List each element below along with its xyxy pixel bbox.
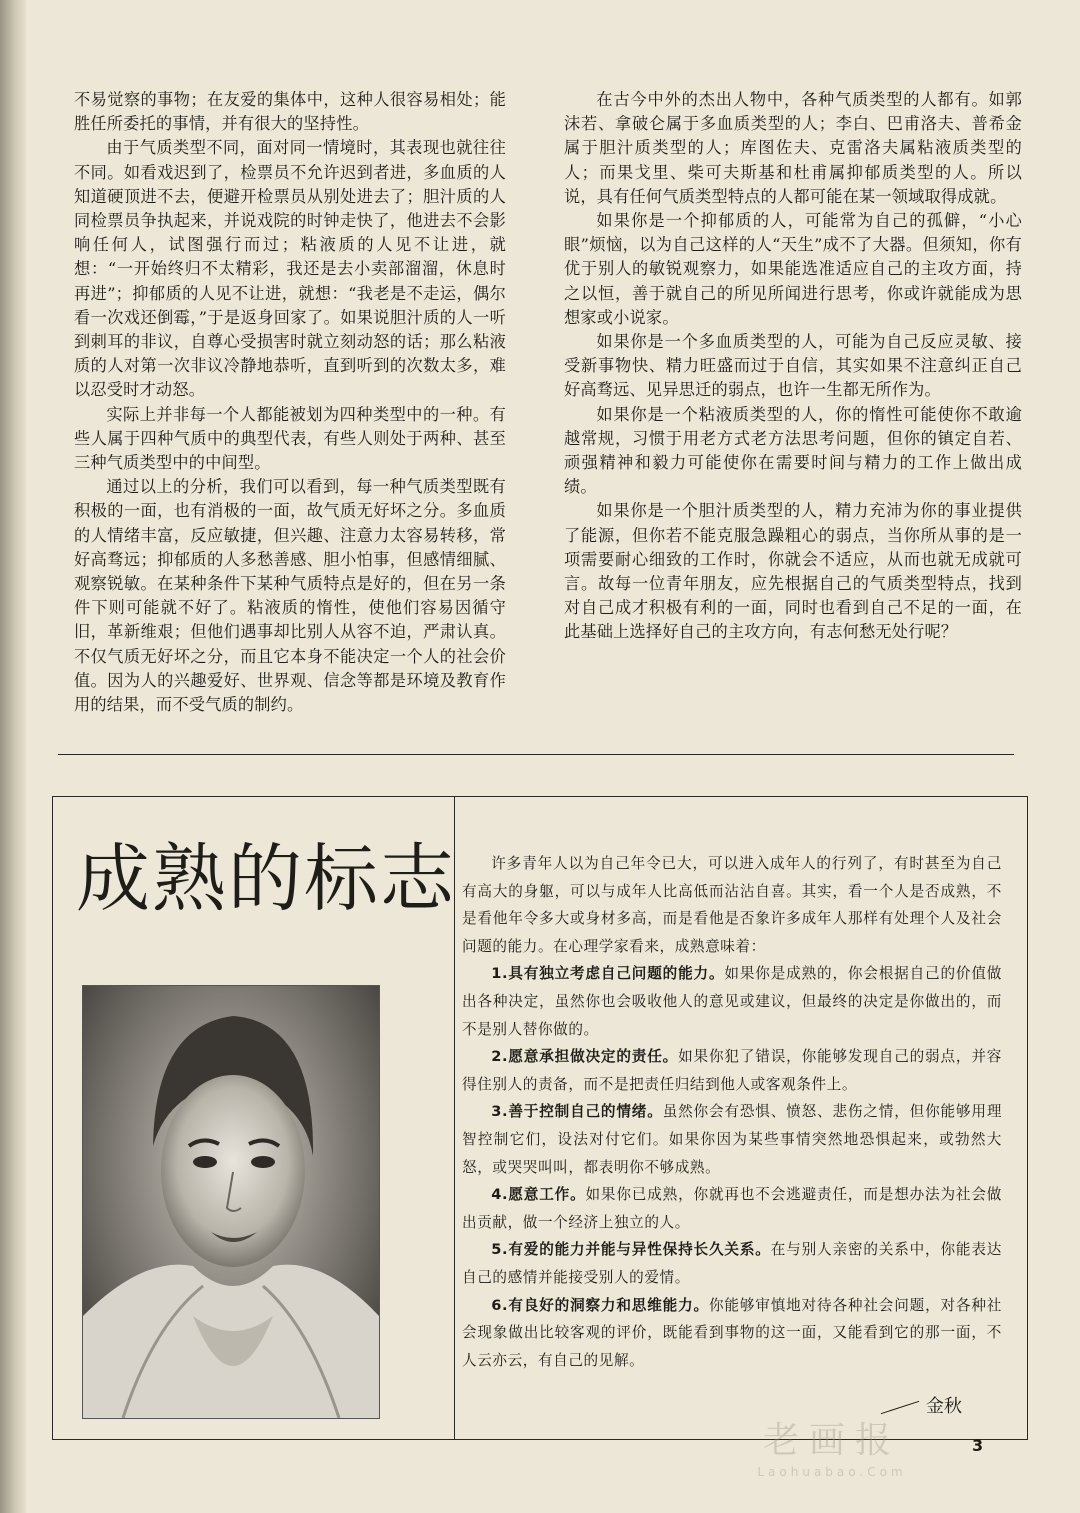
essay-paragraph: 如果你是一个多血质类型的人，可能为自己反应灵敏、接受新事物快、精力旺盛而过于自信，其实如果不注意纠正自己好高骛远、见异思迁的弱点，也许一生都无所作为。 xyxy=(564,332,1022,400)
article-item-title: 4.愿意工作。 xyxy=(491,1186,586,1204)
article-item-text: 如果你已成熟，你就再也不会逃避责任，而是想办法为社会做出贡献，做一个经济上独立的人。 xyxy=(462,1186,1002,1231)
article-title: 成熟的标志 xyxy=(76,836,456,922)
article-author: 金秋 xyxy=(926,1396,962,1417)
article-body xyxy=(462,850,1002,1374)
portrait-illustration xyxy=(83,986,379,1418)
essay-paragraph: 如果你是一个抑郁质的人，可能常为自己的孤僻，“小心眼”烦恼，以为自己这样的人“天生”成不了大器。但须知，你有优于别人的敏锐观察力，如果能选准适应自己的主攻方面，持之以恒，善于就自己的所见所闻进行思考，你或许就能成为思想家或小说家。 xyxy=(564,211,1022,327)
article-item xyxy=(462,1181,1002,1236)
article-item-title: 2.愿意承担做决定的责任。 xyxy=(491,1048,679,1066)
article-byline xyxy=(880,1392,962,1418)
article-item xyxy=(462,1292,1002,1375)
essay-paragraph: 通过以上的分析，我们可以看到，每一种气质类型既有积极的一面，也有消极的一面，故气质无好坏之分。多血质的人情绪丰富，反应敏捷，但兴趣、注意力太容易转移，常好高骛远；抑郁质的人多愁善感、胆小怕事，但感情细腻、观察锐敏。在某种条件下某种气质特点是好的，但在另一条件下则可能就不好了。粘液质的惰性，使他们容易因循守旧，革新维艰；但他们遇事却比别人从容不迫，严肃认真。不仅气质无好坏之分，而且它本身不能决定一个人的社会价值。因为人的兴趣爱好、世界观、信念等都是环境及教育作用的结果，而不受气质的制约。 xyxy=(74,477,506,715)
essay-paragraph: 实际上并非每一个人都能被划为四种类型中的一种。有些人属于四种气质中的典型代表，有些人则处于两种、甚至三种气质类型中的中间型。 xyxy=(74,404,506,473)
watermark-logo: 老画报 xyxy=(762,1420,901,1461)
article-item xyxy=(462,1098,1002,1181)
essay-left-column xyxy=(74,88,506,717)
page-number: 3 xyxy=(972,1436,984,1455)
essay-paragraph: 由于气质类型不同，面对同一情境时，其表现也就往往不同。如看戏迟到了，检票员不允许迟到者进，多血质的人知道硬顶进不去，便避开检票员从别处进去了；胆汁质的人同检票员争执起来，并说戏院的时钟走快了，他进去不会影响任何人，试图强行而过；粘液质的人见不让进，就想：“一开始终归不太精彩，我还是去小卖部溜溜，休息时再进”；抑郁质的人见不让进，就想：“我老是不走运，偶尔看一次戏还倒霉，”于是返身回家了。如果说胆汁质的人一听到刺耳的非议，自尊心受损害时就立刻动怒的话；那么粘液质的人对第一次非议冷静地恭听，直到听到的次数太多，难以忍受时才动怒。 xyxy=(74,138,506,400)
article-item-title: 1.具有独立考虑自己问题的能力。 xyxy=(491,965,725,983)
article-item xyxy=(462,960,1002,1043)
article-item xyxy=(462,1043,1002,1098)
section-divider xyxy=(58,754,1014,755)
binding-shadow xyxy=(0,0,26,1513)
essay-paragraph: 不易觉察的事物；在友爱的集体中，这种人很容易相处；能胜任所委托的事情，并有很大的坚持性。 xyxy=(74,90,506,134)
essay-right-column xyxy=(564,88,1022,645)
watermark-url: Laohuabao.Com xyxy=(757,1465,907,1479)
article-intro: 许多青年人以为自己年令已大，可以进入成年人的行列了，有时甚至为自己有高大的身躯，可以与成年人比高低而沾沾自喜。其实，看一个人是否成熟，不是看他年令多大或身材多高，而是看他是否象许多成年人那样有处理个人及社会问题的能力。在心理学家看来，成熟意味着： xyxy=(462,855,1002,955)
article-item-title: 5.有爱的能力并能与异性保持长久关系。 xyxy=(491,1241,771,1259)
byline-slash xyxy=(881,1400,919,1413)
article-item xyxy=(462,1236,1002,1291)
article-item-text: 你能够审慎地对待各种社会问题，对各种社会现象做出比较客观的评价，既能看到事物的这一面，又能看到它的那一面，不人云亦云，有自己的见解。 xyxy=(462,1296,1003,1369)
article-item-text: 如果你犯了错误，你能够发现自己的弱点，并容得住别人的责备，而不是把责任归结到他人或客观条件上。 xyxy=(462,1048,1002,1093)
essay-paragraph: 如果你是一个粘液质类型的人，你的惰性可能使你不敢逾越常规，习惯于用老方式老方法思考问题，但你的镇定自若、顽强精神和毅力可能使你在需要时间与精力的工作上做出成绩。 xyxy=(564,404,1022,497)
article-item-text: 如果你是成熟的，你会根据自己的价值做出各种决定，虽然你也会吸收他人的意见或建议，但最终的决定是你做出的，而不是别人替你做的。 xyxy=(462,965,1002,1038)
article-item-title: 3.善于控制自己的情绪。 xyxy=(491,1103,663,1121)
article-item-title: 6.有良好的洞察力和思维能力。 xyxy=(491,1296,709,1314)
site-watermark xyxy=(712,1418,952,1488)
portrait-photo xyxy=(82,985,380,1419)
article-item-text: 在与别人亲密的关系中，你能表达自己的感情并能接受别人的爱情。 xyxy=(462,1241,1002,1286)
essay-paragraph: 如果你是一个胆汁质类型的人，精力充沛为你的事业提供了能源，但你若不能克服急躁粗心的弱点，当你所从事的是一项需要耐心细致的工作时，你就会不适应，从而也就无成就可言。故每一位青年朋友，应先根据自己的气质类型特点，找到对自己成才积极有利的一面，同时也看到自己不足的一面，在此基础上选择好自己的主攻方向，有志何愁无处行呢？ xyxy=(564,501,1022,642)
essay-paragraph: 在古今中外的杰出人物中，各种气质类型的人都有。如郭沫若、拿破仑属于多血质类型的人；李白、巴甫洛夫、普希金属于胆汁质类型的人；库图佐夫、克雷洛夫属粘液质类型的人；而果戈里、柴可夫斯基和杜甫属抑郁质类型的人。所以说，具有任何气质类型特点的人都可能在某一领域取得成就。 xyxy=(564,90,1022,206)
article-item-text: 虽然你会有恐惧、愤怒、悲伤之情，但你能够用理智控制它们，设法对付它们。如果你因为某些事情突然地恐惧起来，或勃然大怒，或哭哭叫叫，都表明你不够成熟。 xyxy=(462,1103,1003,1176)
